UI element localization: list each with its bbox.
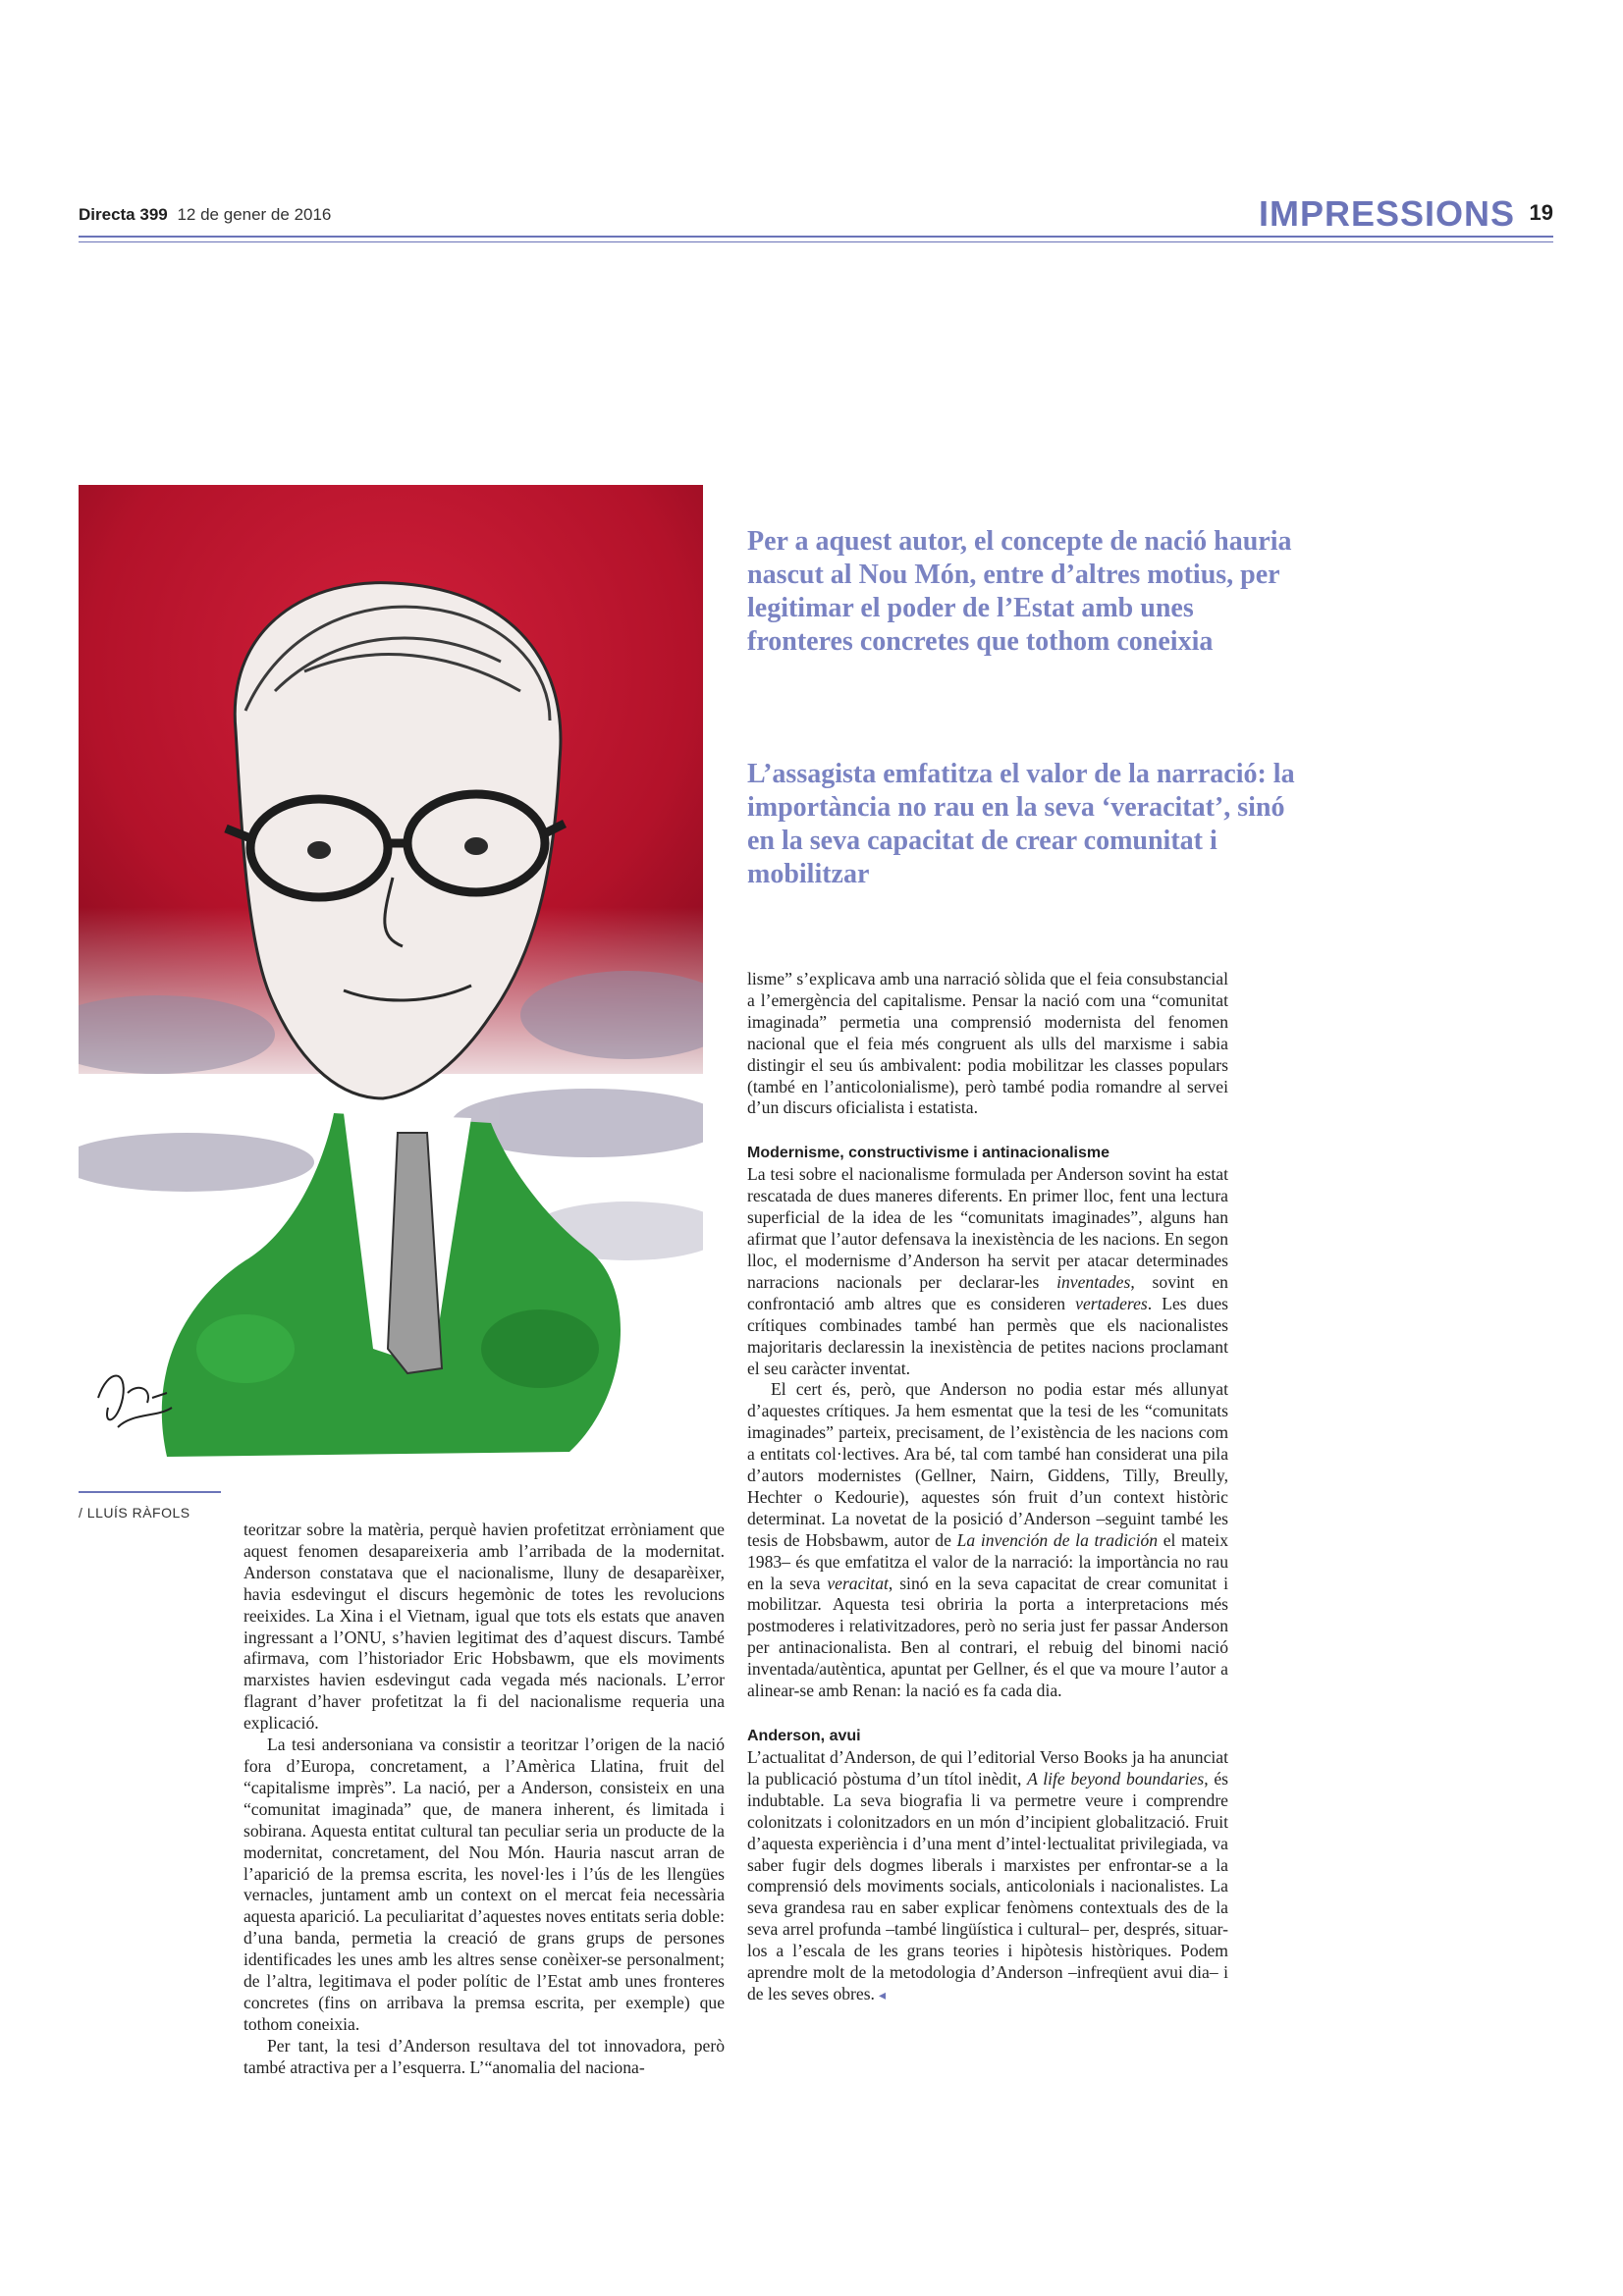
- body-column-left: [243, 1520, 725, 2079]
- body-column-right: [747, 969, 1228, 2007]
- illustration-credit: / LLUÍS RÀFOLS: [79, 1505, 190, 1521]
- paragraph: lisme” s’explicava amb una narració sòlida que el feia consubstancial a l’emergència del capitalisme. Pensar la nació com una “comunitat imaginada” permetia una comprensió modernista del fenomen nacional que el feia més congruent als ulls del marxisme i sabia distingir el seu ús ambivalent: podia mobilitzar les classes populars (també en l’anticolonialisme), però també podia romandre al servei d’un discurs oficialista i estatista.: [747, 969, 1228, 1118]
- page-number: 19: [1529, 200, 1553, 225]
- subheading: Anderson, avui: [747, 1728, 861, 1744]
- header-right: [1259, 193, 1553, 235]
- paragraph: El cert és, però, que Anderson no podia estar més allunyat d’aquestes crítiques. Ja hem esmentat que la tesi de les “comunitats imaginades” parteix, precisament, de l’existència de les nacions com a entitats col·lectives. Ara bé, tal com també han considerat una pila d’autors modernistes (Gellner, Nairn, Giddens, Tilly, Breully, Hechter o Kedourie), aquestes són fruit d’un context històric determinat. La novetat de la posició d’Anderson –seguint també les tesis de Hobsbawm, autor de La invención de la tradición el mateix 1983– és que emfatitza el valor de la narració: la importància no rau en la seva veracitat, sinó en la seva capacitat de crear comunitat i mobilitzar. Aquesta tesi obriria la porta a interpretacions més postmoderes i relativitzadores, però no seria just fer passar Anderson per antinacionalista. Ben al contrari, el rebuig del binomi nació inventada/autèntica, apuntat per Gellner, és el que va moure l’autor a alinear-se amb Renan: la nació es fa cada dia.: [747, 1379, 1228, 1701]
- issue-date: 12 de gener de 2016: [177, 205, 332, 224]
- end-mark-icon: ◂: [878, 1988, 886, 2003]
- pull-quote-1: Per a aquest autor, el concepte de nació hauria nascut al Nou Món, entre d’altres motius, per legitimar el poder de l’Estat amb unes fronteres concretes que tothom coneixia: [747, 526, 1292, 657]
- subheading: Modernisme, constructivisme i antinacionalisme: [747, 1145, 1109, 1162]
- publication-name: Directa 399: [79, 205, 168, 224]
- paragraph: Per tant, la tesi d’Anderson resultava del tot innovadora, però també atractiva per a l’esquerra. L’“anomalia del naciona-: [243, 2035, 725, 2077]
- paragraph: La tesi andersoniana va consistir a teoritzar l’origen de la nació fora d’Europa, concretament, a l’Amèrica Llatina, fruit del “capitalisme imprès”. La nació, per a Anderson, consisteix en una “comunitat imaginada” que, de manera inherent, és limitada i sobirana. Aquesta entitat cultural tan peculiar seria un producte de la modernitat, concretament, del Nou Món. Hauria nascut arran de l’aparició de la premsa escrita, les novel·les i l’ús de les llengües vernacles, juntament amb un context on el mercat feia necessària aquesta aparició. La peculiaritat d’aquestes noves entitats seria doble: d’una banda, permetia la creació de grans grups de persones identificades les unes amb les altres sense conèixer-se personalment; de l’altra, legitimava el poder polític de l’Estat amb unes fronteres concretes (fins on arribava la premsa escrita, per exemple) que tothom coneixia.: [243, 1735, 725, 2034]
- portrait-illustration: [79, 485, 703, 1470]
- section-title: IMPRESSIONS: [1259, 193, 1516, 234]
- header-rule-thin: [79, 241, 1553, 242]
- paragraph: teoritzar sobre la matèria, perquè havien profetitzat erròniament que aquest fenomen desapareixeria amb l’arribada de la modernitat. Anderson constatava que el nacionalisme, lluny de desaparèixer, havia esdevingut el discurs hegemònic de totes les revolucions reeixides. La Xina i el Vietnam, igual que tots els estats que anaven ingressant a l’ONU, s’havien legitimat des d’aquest discurs. També afirmava, com l’historiador Eric Hobsbawm, que els moviments marxistes havien esdevingut cada vegada més nacionals. L’error flagrant d’haver profetitzat la fi del nacionalisme requeria una explicació.: [243, 1520, 725, 1734]
- caption-rule: [79, 1491, 221, 1493]
- header-rule: [79, 236, 1553, 238]
- pull-quote-2: L’assagista emfatitza el valor de la narració: la importància no rau en la seva ‘veracitat’, sinó en la seva capacitat de crear comunitat i mobilitzar: [747, 759, 1295, 889]
- paragraph: La tesi sobre el nacionalisme formulada per Anderson sovint ha estat rescatada de dues maneres diferents. En primer lloc, fent una lectura superficial de la idea de les “comunitats imaginades”, alguns han afirmat que l’autor defensava la inexistència de les nacions. En segon lloc, el modernisme d’Anderson ha servit per atacar determinades narracions nacionals per declarar-les inventades, sovint en confrontació amb altres que es consideren vertaderes. Les dues crítiques combinades també han permès que els nacionalistes majoritaris declaressin la inexistència de petites nacions proclamant el seu caràcter inventat.: [747, 1164, 1228, 1378]
- page-header: [79, 193, 1553, 234]
- header-left: [79, 205, 331, 225]
- paragraph: L’actualitat d’Anderson, de qui l’editorial Verso Books ja ha anunciat la publicació pòstuma d’un títol inèdit, A life beyond boundaries, és indubtable. La seva biografia li va permetre veure i comprendre colonitzats i colonitzadors en un món d’incipient globalització. Fruit d’aquesta experiència i d’una ment d’intel·lectualitat privilegiada, va saber fugir dels dogmes liberals i marxistes per enfrontar-se a la comprensió dels moviments socials, anticolonials i nacionalistes. La seva grandesa rau en saber explicar fenòmens contextuals des de la seva arrel profunda –també lingüística i cultural– per, després, situar-los a l’escala de les grans teories i hipòtesis històriques. Podem aprendre molt de la metodologia d’Anderson –infreqüent avui dia– i de les seves obres. ◂: [747, 1747, 1228, 2003]
